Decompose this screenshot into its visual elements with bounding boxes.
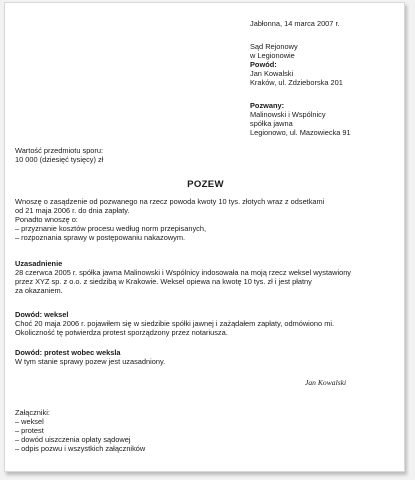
court-location: w Legionowie — [250, 51, 295, 60]
plaintiff-name: Jan Kowalski — [250, 69, 294, 78]
plaintiff-address: Kraków, ul. Zdzieborska 201 — [250, 78, 343, 87]
document-page — [4, 2, 405, 472]
evidence-heading: Dowód: weksel — [15, 310, 69, 319]
defendant-name: Malinowski i Wspólnicy — [250, 110, 326, 119]
evidence-line: Choć 20 maja 2006 r. pojawiłem się w siedzibie spółki jawnej i zażądałem zapłaty, odmówiono mi. — [15, 319, 335, 328]
signature: Jan Kowalski — [305, 378, 347, 387]
justification-line: 28 czerwca 2005 r. spółka jawna Malinowski i Wspólnicy indosowała na moją rzecz weksel wystawiony — [15, 268, 352, 277]
evidence-block-1 — [15, 310, 334, 337]
request-line: od 21 maja 2006 r. do dnia zapłaty. — [15, 206, 130, 215]
court-name: Sąd Rejonowy — [250, 42, 298, 51]
defendant-block — [250, 101, 351, 137]
attachment-item: – protest — [15, 426, 44, 435]
attachments-block — [15, 408, 145, 453]
request-line: Wnoszę o zasądzenie od pozwanego na rzecz powoda kwoty 10 tys. złotych wraz z odsetkami — [15, 197, 325, 206]
evidence-line: W tym stanie sprawy pozew jest uzasadniony. — [15, 357, 166, 366]
evidence-block-2 — [15, 348, 165, 366]
attachment-item: – odpis pozwu i wszystkich załączników — [15, 444, 146, 453]
justification-line: za okazaniem. — [15, 286, 63, 295]
justification-line: przez XYZ sp. z o.o. z siedzibą w Krakowie. Weksel opiewa na kwotę 10 tys. zł i jest płatny — [15, 277, 312, 286]
evidence-line: Okoliczność tę potwierdza protest sporządzony przez notariusza. — [15, 328, 228, 337]
evidence-heading: Dowód: protest wobec weksla — [15, 348, 121, 357]
claim-value-label: Wartość przedmiotu sporu: — [15, 146, 104, 155]
plaintiff-heading: Powód: — [250, 60, 277, 69]
court-block — [250, 42, 343, 87]
attachments-heading: Załączniki: — [15, 408, 50, 417]
defendant-form: spółka jawna — [250, 119, 293, 128]
document-title: POZEW — [187, 179, 224, 190]
justification-block — [15, 259, 351, 295]
justification-heading: Uzasadnienie — [15, 259, 63, 268]
place-date: Jabłonna, 14 marca 2007 r. — [250, 19, 340, 28]
claim-value-block — [15, 146, 103, 164]
attachment-item: – weksel — [15, 417, 44, 426]
request-item: – przyznanie kosztów procesu według norm przepisanych, — [15, 224, 207, 233]
claim-value-amount: 10 000 (dziesięć tysięcy) zł — [15, 155, 104, 164]
request-item: – rozpoznania sprawy w postępowaniu nakazowym. — [15, 233, 186, 242]
defendant-heading: Pozwany: — [250, 101, 285, 110]
request-line: Ponadto wnoszę o: — [15, 215, 78, 224]
request-block — [15, 197, 324, 242]
attachment-item: – dowód uiszczenia opłaty sądowej — [15, 435, 131, 444]
defendant-address: Legionowo, ul. Mazowiecka 91 — [250, 128, 351, 137]
